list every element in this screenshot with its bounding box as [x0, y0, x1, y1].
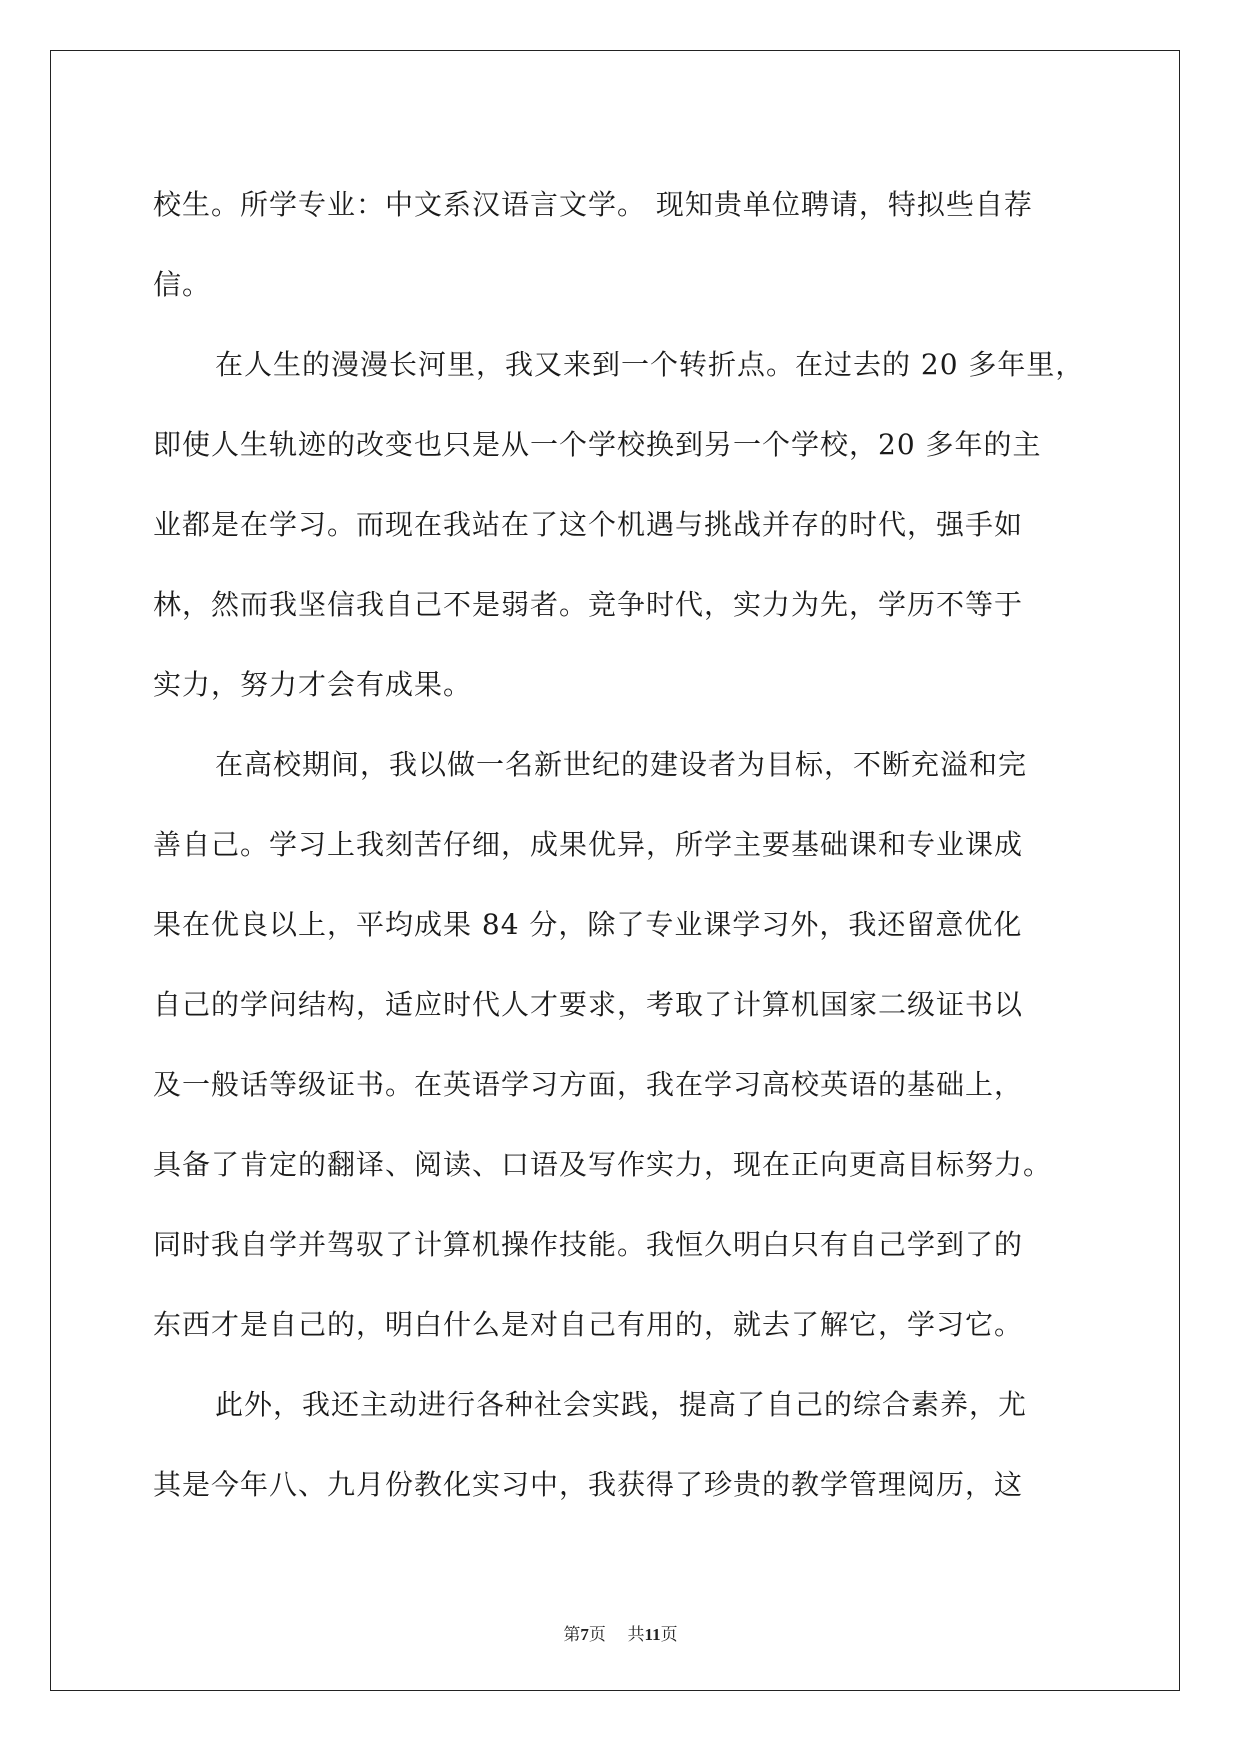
text-line: 果在优良以上，平均成果 84 分，除了专业课学习外，我还留意优化 — [153, 908, 1023, 941]
footer-page-suffix: 页 — [588, 1625, 606, 1645]
text-line: 及一般话等级证书。在英语学习方面，我在学习高校英语的基础上， — [153, 1068, 1024, 1101]
text-line: 业都是在学习。而现在我站在了这个机遇与挑战并存的时代，强手如 — [153, 508, 1024, 541]
footer-total-pages: 11 — [644, 1625, 661, 1644]
paragraph-first-line: 在人生的漫漫长河里，我又来到一个转折点。在过去的 20 多年里， — [215, 348, 1085, 381]
text-line: 信。 — [153, 268, 212, 301]
paragraph-first-line: 此外，我还主动进行各种社会实践，提高了自己的综合素养，尤 — [215, 1388, 1028, 1421]
footer-page-number: 7 — [580, 1625, 589, 1644]
text-line: 即使人生轨迹的改变也只是从一个学校换到另一个学校，20 多年的主 — [153, 428, 1042, 461]
footer-page-prefix: 第 — [563, 1625, 581, 1645]
text-line: 校生。所学专业：中文系汉语言文学。 现知贵单位聘请，特拟些自荐 — [153, 188, 1033, 221]
text-line: 善自己。学习上我刻苦仔细，成果优异，所学主要基础课和专业课成 — [153, 828, 1024, 861]
document-body — [153, 165, 1093, 1525]
text-line: 林，然而我坚信我自己不是弱者。竞争时代，实力为先，学历不等于 — [153, 588, 1024, 621]
footer-total-prefix: 共 — [627, 1625, 645, 1645]
footer-total-suffix: 页 — [660, 1625, 678, 1645]
text-line: 东西才是自己的，明白什么是对自己有用的，就去了解它，学习它。 — [153, 1308, 1024, 1341]
text-line: 实力，努力才会有成果。 — [153, 668, 473, 701]
text-line: 其是今年八、九月份教化实习中，我获得了珍贵的教学管理阅历，这 — [153, 1468, 1024, 1501]
paragraph-first-line: 在高校期间，我以做一名新世纪的建设者为目标，不断充溢和完 — [215, 748, 1028, 781]
text-line: 同时我自学并驾驭了计算机操作技能。我恒久明白只有自己学到了的 — [153, 1228, 1024, 1261]
text-line: 自己的学问结构，适应时代人才要求，考取了计算机国家二级证书以 — [153, 988, 1024, 1021]
text-line: 具备了肯定的翻译、阅读、口语及写作实力，现在正向更高目标努力。 — [153, 1148, 1053, 1181]
page-footer — [0, 1620, 1241, 1645]
